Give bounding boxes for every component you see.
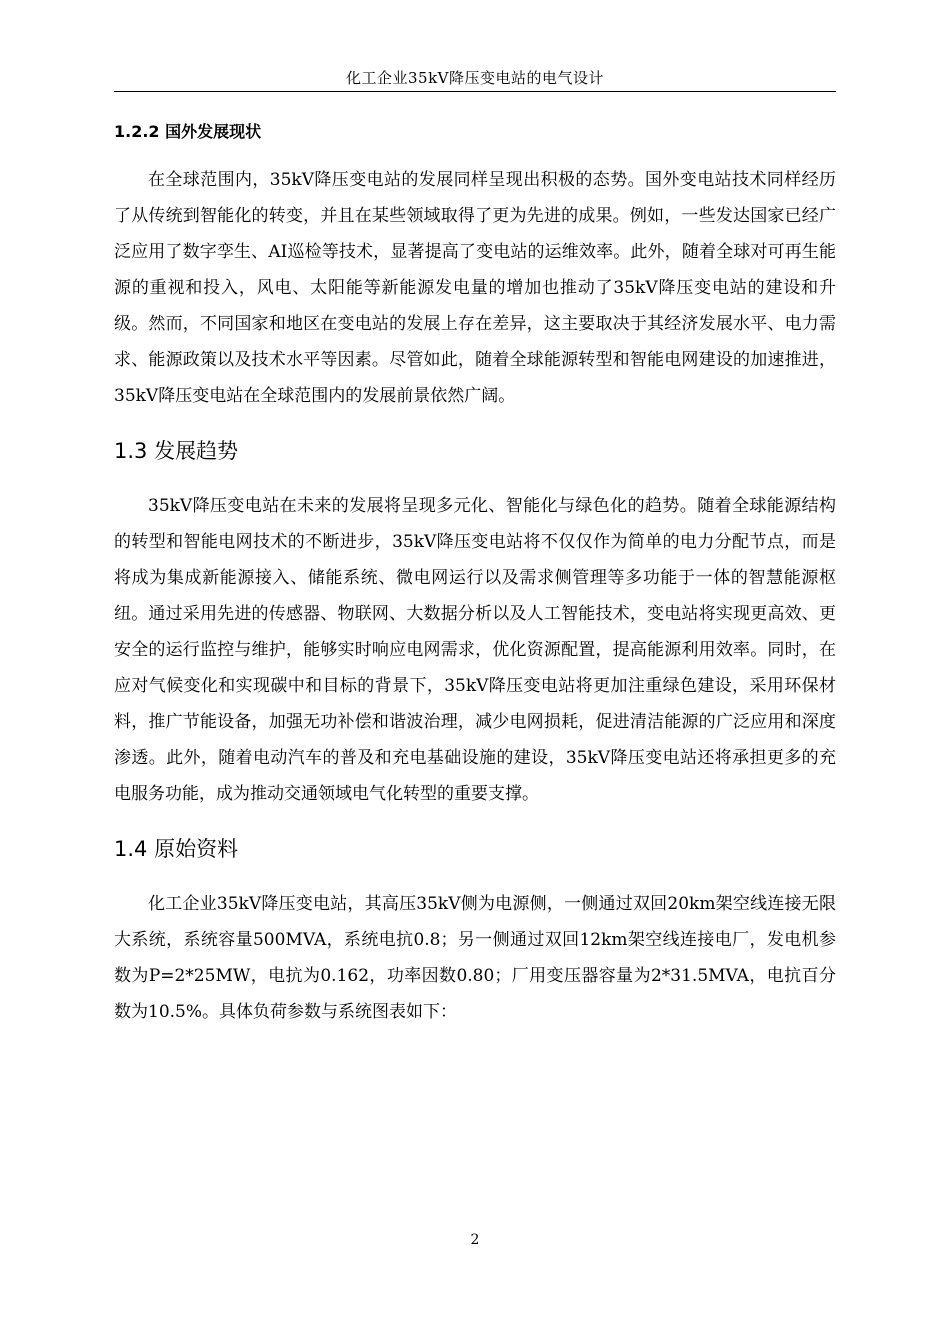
page-number: 2	[470, 1232, 480, 1248]
running-header-title: 化工企业35kV降压变电站的电气设计	[345, 69, 604, 87]
section-heading-1-3: 1.3 发展趋势	[114, 439, 239, 463]
page-body	[114, 116, 836, 1030]
header-rule	[114, 91, 836, 92]
paragraph-trends: 35kV降压变电站在未来的发展将呈现多元化、智能化与绿色化的趋势。随着全球能源结构的转型和智能电网技术的不断进步，35kV降压变电站将不仅仅作为简单的电力分配节点，而是将成为集成新能源接入、储能系统、微电网运行以及需求侧管理等多功能于一体的智慧能源枢纽。通过采用先进的传感器、物联网、大数据分析以及人工智能技术，变电站将实现更高效、更安全的运行监控与维护，能够实时响应电网需求，优化资源配置，提高能源利用效率。同时，在应对气候变化和实现碳中和目标的背景下，35kV降压变电站将更加注重绿色建设，采用环保材料，推广节能设备，加强无功补偿和谐波治理，减少电网损耗，促进清洁能源的广泛应用和深度渗透。此外，随着电动汽车的普及和充电基础设施的建设，35kV降压变电站还将承担更多的充电服务功能，成为推动交通领域电气化转型的重要支撑。	[114, 496, 836, 804]
section-heading-1-4: 1.4 原始资料	[114, 837, 239, 861]
paragraph-original-data: 化工企业35kV降压变电站，其高压35kV侧为电源侧，一侧通过双回20km架空线连接无限大系统，系统容量500MVA，系统电抗0.8；另一侧通过双回12km架空线连接电厂，发电机参数为P=2*25MW，电抗为0.162，功率因数0.80；厂用变压器容量为2*31.5MVA，电抗百分数为10.5%。具体负荷参数与系统图表如下：	[114, 894, 836, 1022]
section-heading-1-2-2: 1.2.2 国外发展现状	[114, 122, 262, 141]
paragraph-foreign-status: 在全球范围内，35kV降压变电站的发展同样呈现出积极的态势。国外变电站技术同样经历了从传统到智能化的转变，并且在某些领域取得了更为先进的成果。例如，一些发达国家已经广泛应用了数字孪生、AI巡检等技术，显著提高了变电站的运维效率。此外，随着全球对可再生能源的重视和投入，风电、太阳能等新能源发电量的增加也推动了35kV降压变电站的建设和升级。然而，不同国家和地区在变电站的发展上存在差异，这主要取决于其经济发展水平、电力需求、能源政策以及技术水平等因素。尽管如此，随着全球能源转型和智能电网建设的加速推进，35kV降压变电站在全球范围内的发展前景依然广阔。	[114, 170, 836, 406]
